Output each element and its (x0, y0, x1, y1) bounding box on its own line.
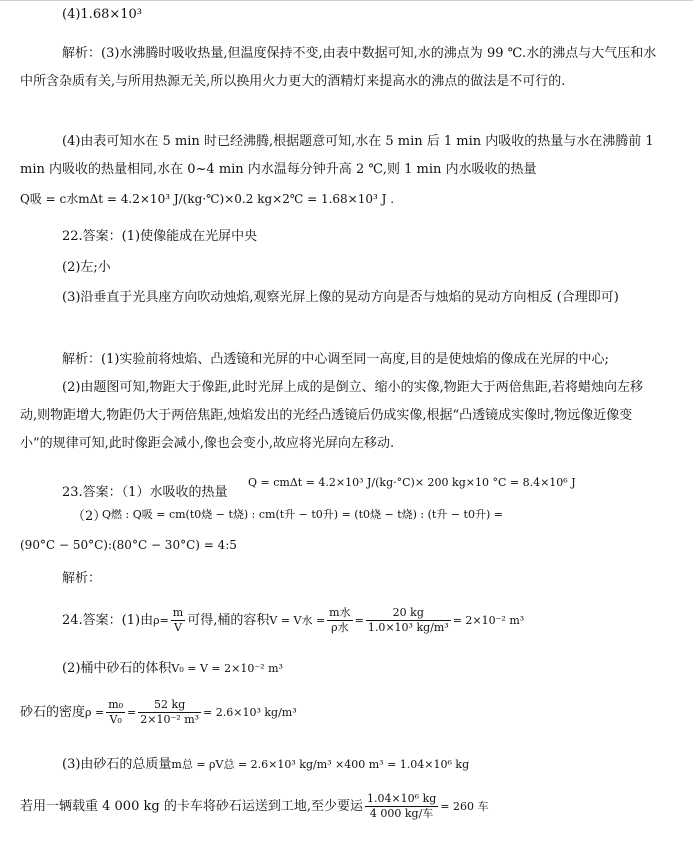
q24-part-2 (62, 660, 283, 678)
q22-part-2: (2)左;小 (62, 260, 111, 275)
q24-part-3 (62, 756, 469, 774)
q24-answer-1: 24.答案：(1)由ρ= $\frac{m}{V}$ 可得,桶的容积V = V水 = $\frac{\text{m水}}{\text{ρ水}}$ = $\frac{20 kg}{\text{1.0×10³ kg/m³}}$ = 2×10⁻² m³ (62, 606, 525, 634)
q23-formula-1: Q = cmΔt = 4.2×10³ J/(kg·°C)× 200 kg×10 °C = 8.4×10⁶ J (248, 476, 576, 489)
density-eq-lhs: ρ = (85, 706, 105, 719)
trips-fraction: $\frac{\text{1.04×10⁶ kg}}{\text{4 000 kg/车}}$ (366, 792, 437, 820)
q22-answer: 22.答案：(1)使像能成在光屏中央 (62, 229, 258, 244)
rho-symbol: ρ (153, 614, 160, 627)
m0-over-v0: $\frac{\text{m₀}}{\text{V₀}}$ (108, 698, 124, 726)
q23-answer-label: 23.答案：（1）水吸收的热量 (62, 485, 228, 500)
q24-part-2-eq: V₀ = V = 2×10⁻² m³ (171, 662, 283, 675)
q21-4-formula: Q吸 = c水mΔt = 4.2×10³ J/(kg·℃)×0.2 kg×2℃ = 1.68×10³ J . (20, 192, 395, 206)
q24-answer-prefix: 24.答案：(1)由 (62, 613, 154, 628)
q22-part-3: (3)沿垂直于光具座方向吹动烛焰,观察光屏上像的晃动方向是否与烛焰的晃动方向相反 (合理即可) (62, 290, 619, 305)
q24-density: 砂石的密度ρ = $\frac{\text{m₀}}{\text{V₀}}$ = $\frac{52 kg}{\text{2×10⁻² m³}}$ = 2.6×10³ kg/m³ (20, 698, 297, 726)
q21-4-analysis: (4)由表可知水在 5 min 时已经沸腾,根据题意可知,水在 5 min 后 1 min 内吸收的热量与水在沸腾前 1 min 内吸收的热量相同,水在 0~4 min 内水温每分钟升高 2 ℃,则 1 min 内水吸收的热量 (20, 134, 654, 177)
q24-volume-eq: V = V水 = (269, 614, 326, 627)
rho-fraction: $\frac{m}{V}$ (172, 606, 184, 634)
q24-part-3-eq: m总 = ρV总 = 2.6×10³ kg/m³ ×400 m³ = 1.04×10⁶ kg (171, 758, 470, 771)
q24-mid-text: 可得,桶的容积 (187, 613, 270, 628)
q22-analysis-1: 解析：(1)实验前将烛焰、凸透镜和光屏的中心调至同一高度,目的是使烛焰的像成在光屏的中心; (62, 352, 609, 367)
q21-4-answer: (4)1.68×10³ (62, 7, 143, 22)
mass-over-density: $\frac{\text{m水}}{\text{ρ水}}$ (329, 606, 351, 634)
q24-part-3-label: (3)由砂石的总质量 (62, 757, 172, 772)
q24-trips (20, 792, 489, 822)
q22-analysis-2: (2)由题图可知,物距大于像距,此时光屏上成的是倒立、缩小的实像,物距大于两倍焦距,若将蜡烛向左移动,则物距增大,物距仍大于两倍焦距,烛焰发出的光经凸透镜后仍成实像,根据“凸透镜成实像时,物远像近像变小”的规律可知,此时像距会减小,像也会变小,故应将光屏向左移动. (20, 380, 643, 451)
density-result: = 2.6×10³ kg/m³ (203, 706, 297, 719)
q23-formula-2: Q燃 : Q吸 = cm(t0烧 − t烧) : cm(t升 − t0升) = (t0烧 − t烧) : (t升 − t0升) = (102, 508, 503, 521)
q23-formula-3: (90°C − 50°C):(80°C − 30°C) = 4:5 (20, 538, 237, 552)
trips-result: = 260 车 (440, 800, 489, 813)
q23-analysis: 解析： (62, 571, 102, 586)
q21-3-analysis: 解析：(3)水沸腾时吸收热量,但温度保持不变,由表中数据可知,水的沸点为 99 ℃.水的沸点与大气压和水中所含杂质有关,与所用热源无关,所以换用火力更大的酒精灯来提高水的沸点的做法是不可行的. (20, 46, 657, 89)
q24-part-2-label: (2)桶中砂石的体积 (62, 661, 172, 676)
volume-result: = 2×10⁻² m³ (452, 614, 525, 627)
q23-part-2-label: （2） (72, 509, 107, 524)
density-fraction: $\frac{52 kg}{\text{2×10⁻² m³}}$ (140, 698, 200, 726)
volume-fraction: $\frac{20 kg}{\text{1.0×10³ kg/m³}}$ (367, 606, 449, 634)
top-border (0, 0, 693, 1)
density-label: 砂石的密度 (20, 705, 86, 720)
q24-trips-text: 若用一辆载重 4 000 kg 的卡车将砂石运送到工地,至少要运 (20, 799, 363, 814)
